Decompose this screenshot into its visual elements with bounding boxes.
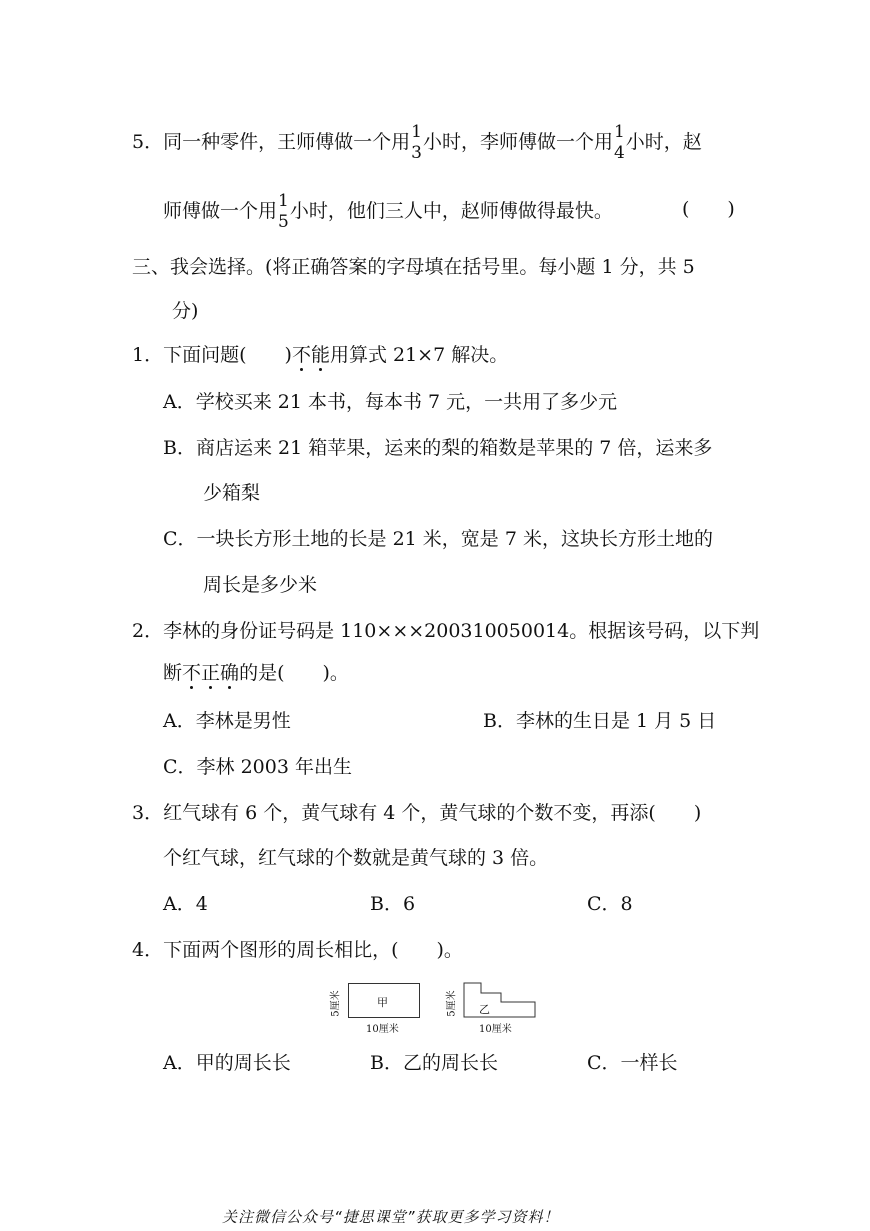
section3-heading-line2: 分) [172,300,199,322]
c2-option-a[interactable]: A．李林是男性 [163,710,291,732]
q5-text-e: 小时，他们三人中，赵师傅做得最快。 [289,200,613,222]
fraction-one-fifth: 1 5 [278,191,289,232]
c4-option-a[interactable]: A．甲的周长长 [163,1052,291,1074]
fraction-one-third: 1 3 [411,122,422,163]
fig-jia-name: 甲 [377,996,388,1009]
q5-answer-paren[interactable]: ( ) [682,198,735,220]
c2-option-c[interactable]: C．李林 2003 年出生 [163,756,352,778]
shape-yi [449,980,549,1020]
c2-stem-line1: 2．李林的身份证号码是 110×××200310050014。根据该号码，以下判 [132,620,760,642]
c2-stem-line2: 断不正确的是( )。 [163,662,349,684]
emphasis-dot-char: 不 [291,344,311,366]
emphasis-dot-char: 确 [220,662,240,684]
c1-option-b-line1[interactable]: B．商店运来 21 箱苹果，运来的梨的箱数是苹果的 7 倍，运来多 [163,437,713,459]
figure-yi [446,980,549,1035]
c3-option-c[interactable]: C．8 [587,893,633,915]
fraction-one-fourth: 1 4 [613,122,625,163]
c1-option-c-line2: 周长是多少米 [203,574,318,596]
fig-yi-name: 乙 [479,1003,490,1016]
emphasis-dot-char: 不 [182,662,202,684]
c3-option-a[interactable]: A．4 [163,893,208,915]
c1-option-b-line2: 少箱梨 [203,482,261,504]
section3-heading-line1: 三、我会选择。(将正确答案的字母填在括号里。每小题 1 分，共 5 [132,256,695,278]
c3-stem-line1: 3．红气球有 6 个，黄气球有 4 个，黄气球的个数不变，再添( ) [132,802,702,824]
c4-option-b[interactable]: B．乙的周长长 [370,1052,498,1074]
emphasis-dot-char: 正 [201,662,221,684]
c4-stem: 4．下面两个图形的周长相比，( )。 [132,939,463,961]
c1-option-a[interactable]: A．学校买来 21 本书，每本书 7 元，一共用了多少元 [163,391,618,413]
fig-jia-height: 5厘米 [330,990,342,1017]
fig-jia-width: 10厘米 [366,1024,399,1035]
q5-text-a: 同一种零件，王师傅做一个用 [163,131,411,153]
fig-yi-width: 10厘米 [479,1024,512,1035]
q5-text-d: 师傅做一个用 [163,200,278,222]
c3-stem-line2: 个红气球，红气球的个数就是黄气球的 3 倍。 [163,847,549,869]
footer-promo: 关注微信公众号“捷思课堂”获取更多学习资料！ [222,1208,560,1226]
q5-line1 [132,124,702,162]
q5-number: 5． [132,131,164,153]
emphasis-dot-char: 能 [310,344,330,366]
q5-text-b: 小时，李师傅做一个用 [422,131,613,153]
c2-option-b[interactable]: B．李林的生日是 1 月 5 日 [483,710,717,732]
c4-option-c[interactable]: C．一样长 [587,1052,678,1074]
c3-option-b[interactable]: B．6 [370,893,416,915]
q5-text-c: 小时，赵 [625,131,702,153]
fig-yi-height: 5厘米 [446,990,458,1017]
q5-line2 [163,193,613,231]
c1-stem: 1．下面问题( )不能用算式 21×7 解决。 [132,344,509,366]
figure-jia [330,980,433,1035]
c1-option-c-line1[interactable]: C．一块长方形土地的长是 21 米，宽是 7 米，这块长方形土地的 [163,528,713,550]
